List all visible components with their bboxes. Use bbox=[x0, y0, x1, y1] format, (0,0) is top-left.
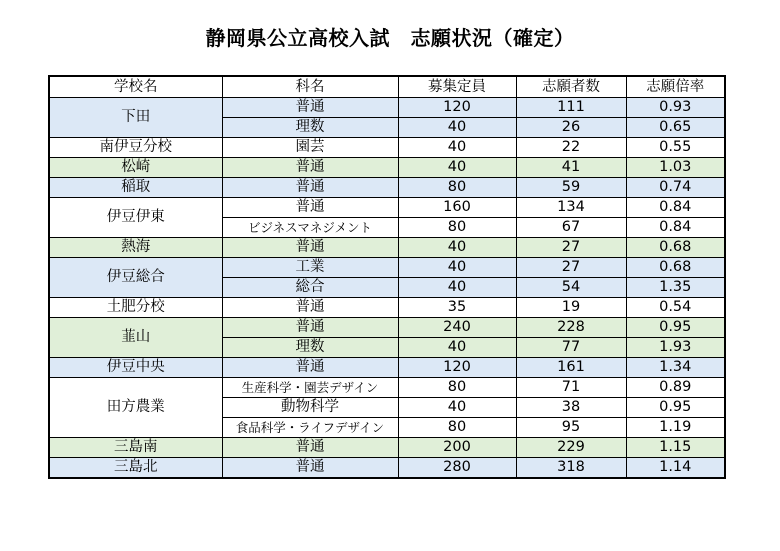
applicants-cell: 161 bbox=[516, 358, 626, 378]
course-cell: 普通 bbox=[222, 178, 398, 198]
ratio-cell: 0.84 bbox=[626, 198, 725, 218]
capacity-cell: 80 bbox=[398, 418, 516, 438]
school-name-cell: 韮山 bbox=[49, 318, 222, 358]
applicants-cell: 67 bbox=[516, 218, 626, 238]
school-name-cell: 南伊豆分校 bbox=[49, 138, 222, 158]
header-row bbox=[49, 76, 725, 98]
course-cell: 普通 bbox=[222, 158, 398, 178]
course-cell: 園芸 bbox=[222, 138, 398, 158]
ratio-cell: 0.89 bbox=[626, 378, 725, 398]
ratio-cell: 1.14 bbox=[626, 458, 725, 479]
table-row bbox=[49, 138, 725, 158]
table-row bbox=[49, 458, 725, 479]
applicants-cell: 26 bbox=[516, 118, 626, 138]
course-cell: 普通 bbox=[222, 358, 398, 378]
capacity-cell: 120 bbox=[398, 358, 516, 378]
course-cell: 普通 bbox=[222, 98, 398, 118]
header-capacity: 募集定員 bbox=[398, 76, 516, 98]
page-title: 静岡県公立高校入試 志願状況（確定） bbox=[205, 26, 575, 50]
applicants-cell: 19 bbox=[516, 298, 626, 318]
table-row bbox=[49, 258, 725, 278]
table-body bbox=[49, 98, 725, 479]
school-name-cell: 伊豆伊東 bbox=[49, 198, 222, 238]
course-cell: 普通 bbox=[222, 238, 398, 258]
course-cell: 生産科学・園芸デザイン bbox=[222, 378, 398, 398]
ratio-cell: 0.55 bbox=[626, 138, 725, 158]
applicants-cell: 27 bbox=[516, 258, 626, 278]
ratio-cell: 0.84 bbox=[626, 218, 725, 238]
school-name-cell: 三島北 bbox=[49, 458, 222, 479]
ratio-cell: 0.95 bbox=[626, 318, 725, 338]
header-applicants: 志願者数 bbox=[516, 76, 626, 98]
applicants-cell: 22 bbox=[516, 138, 626, 158]
course-cell: ビジネスマネジメント bbox=[222, 218, 398, 238]
capacity-cell: 40 bbox=[398, 138, 516, 158]
school-name-cell: 田方農業 bbox=[49, 378, 222, 438]
ratio-cell: 1.34 bbox=[626, 358, 725, 378]
course-cell: 食品科学・ライフデザイン bbox=[222, 418, 398, 438]
course-cell: 普通 bbox=[222, 298, 398, 318]
capacity-cell: 120 bbox=[398, 98, 516, 118]
course-cell: 普通 bbox=[222, 438, 398, 458]
ratio-cell: 0.93 bbox=[626, 98, 725, 118]
school-name-cell: 伊豆総合 bbox=[49, 258, 222, 298]
school-name-cell: 稲取 bbox=[49, 178, 222, 198]
course-cell: 工業 bbox=[222, 258, 398, 278]
capacity-cell: 160 bbox=[398, 198, 516, 218]
ratio-cell: 0.95 bbox=[626, 398, 725, 418]
applicants-cell: 71 bbox=[516, 378, 626, 398]
table-row bbox=[49, 358, 725, 378]
capacity-cell: 40 bbox=[398, 118, 516, 138]
capacity-cell: 40 bbox=[398, 238, 516, 258]
capacity-cell: 40 bbox=[398, 338, 516, 358]
table-row bbox=[49, 238, 725, 258]
header-school: 学校名 bbox=[49, 76, 222, 98]
applications-table bbox=[48, 75, 726, 479]
school-name-cell: 松崎 bbox=[49, 158, 222, 178]
ratio-cell: 1.15 bbox=[626, 438, 725, 458]
applicants-cell: 134 bbox=[516, 198, 626, 218]
table-row bbox=[49, 298, 725, 318]
header-ratio: 志願倍率 bbox=[626, 76, 725, 98]
capacity-cell: 35 bbox=[398, 298, 516, 318]
capacity-cell: 80 bbox=[398, 378, 516, 398]
ratio-cell: 0.74 bbox=[626, 178, 725, 198]
table-row bbox=[49, 158, 725, 178]
applicants-cell: 228 bbox=[516, 318, 626, 338]
ratio-cell: 1.35 bbox=[626, 278, 725, 298]
applicants-cell: 27 bbox=[516, 238, 626, 258]
ratio-cell: 0.65 bbox=[626, 118, 725, 138]
table-row bbox=[49, 178, 725, 198]
course-cell: 理数 bbox=[222, 118, 398, 138]
applicants-cell: 59 bbox=[516, 178, 626, 198]
capacity-cell: 280 bbox=[398, 458, 516, 479]
capacity-cell: 80 bbox=[398, 218, 516, 238]
capacity-cell: 40 bbox=[398, 158, 516, 178]
course-cell: 普通 bbox=[222, 198, 398, 218]
table-row bbox=[49, 318, 725, 338]
school-name-cell: 伊豆中央 bbox=[49, 358, 222, 378]
school-name-cell: 下田 bbox=[49, 98, 222, 138]
applicants-cell: 111 bbox=[516, 98, 626, 118]
table-row bbox=[49, 378, 725, 398]
capacity-cell: 40 bbox=[398, 398, 516, 418]
school-name-cell: 三島南 bbox=[49, 438, 222, 458]
applicants-cell: 38 bbox=[516, 398, 626, 418]
table-row bbox=[49, 198, 725, 218]
applicants-cell: 229 bbox=[516, 438, 626, 458]
ratio-cell: 0.68 bbox=[626, 238, 725, 258]
course-cell: 動物科学 bbox=[222, 398, 398, 418]
school-name-cell: 熱海 bbox=[49, 238, 222, 258]
table-row bbox=[49, 438, 725, 458]
ratio-cell: 0.54 bbox=[626, 298, 725, 318]
applicants-cell: 318 bbox=[516, 458, 626, 479]
course-cell: 総合 bbox=[222, 278, 398, 298]
ratio-cell: 0.68 bbox=[626, 258, 725, 278]
course-cell: 理数 bbox=[222, 338, 398, 358]
ratio-cell: 1.93 bbox=[626, 338, 725, 358]
applicants-cell: 95 bbox=[516, 418, 626, 438]
ratio-cell: 1.03 bbox=[626, 158, 725, 178]
header-course: 科名 bbox=[222, 76, 398, 98]
table-row bbox=[49, 98, 725, 118]
capacity-cell: 80 bbox=[398, 178, 516, 198]
applicants-cell: 41 bbox=[516, 158, 626, 178]
capacity-cell: 240 bbox=[398, 318, 516, 338]
course-cell: 普通 bbox=[222, 318, 398, 338]
school-name-cell: 土肥分校 bbox=[49, 298, 222, 318]
capacity-cell: 40 bbox=[398, 258, 516, 278]
capacity-cell: 200 bbox=[398, 438, 516, 458]
course-cell: 普通 bbox=[222, 458, 398, 479]
ratio-cell: 1.19 bbox=[626, 418, 725, 438]
applicants-cell: 77 bbox=[516, 338, 626, 358]
applicants-cell: 54 bbox=[516, 278, 626, 298]
capacity-cell: 40 bbox=[398, 278, 516, 298]
